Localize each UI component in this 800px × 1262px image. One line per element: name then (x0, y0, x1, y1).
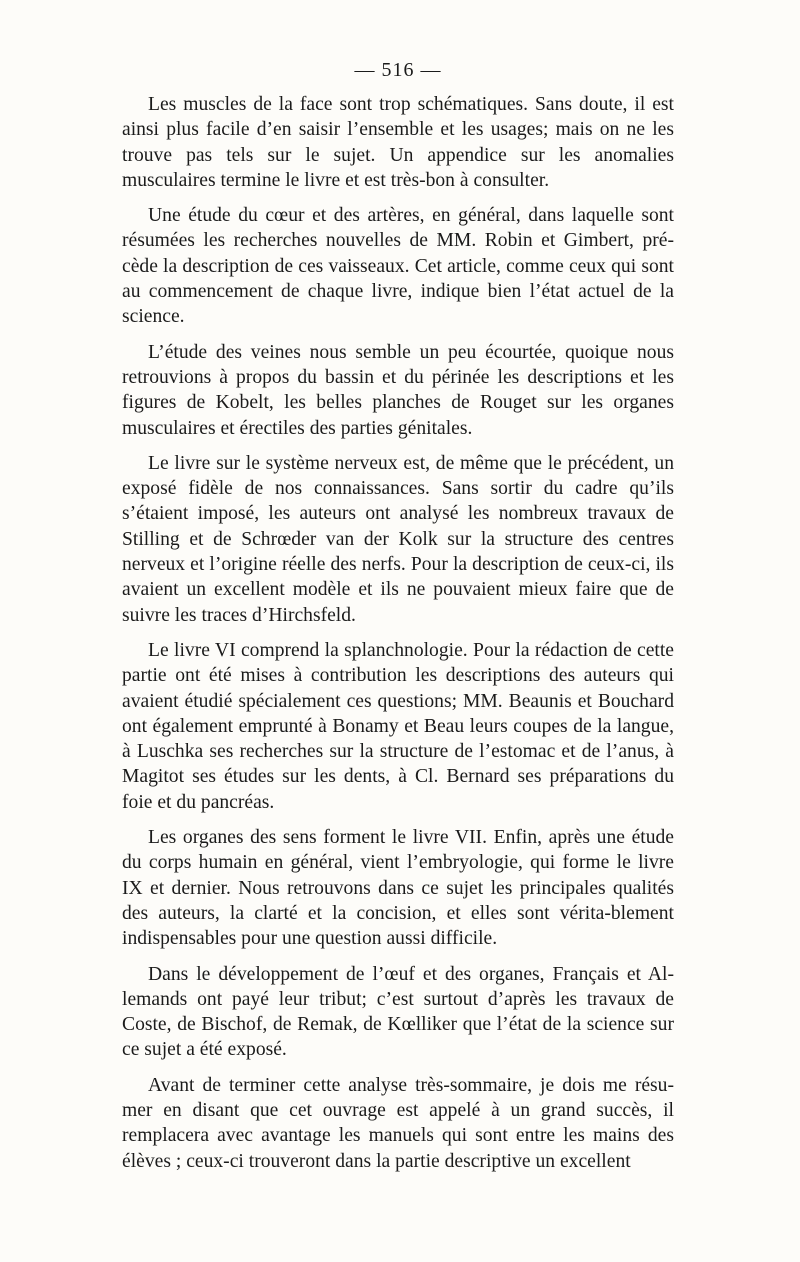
paragraph-heart-arteries: Une étude du cœur et des artères, en général, dans laquelle sont résumées les recherches nouvelles de MM. Robin et Gimbert, pré-cède la description de ces vaisseaux. Cet article, comme ceux qui sont au commencement de chaque livre, indique bien l’état actuel de la science. (122, 205, 674, 328)
paragraph-egg-development: Dans le développement de l’œuf et des organes, Français et Al-lemands ont payé leur tribut; c’est surtout d’après les travaux de Coste, de Bischof, de Remak, de Kœlliker que l’état de la science sur ce sujet a été exposé. (122, 963, 674, 1061)
paragraph-veins: L’étude des veines nous semble un peu écourtée, quoique nous retrouvions à propos du bassin et du périnée les descriptions et les figures de Kobelt, les belles planches de Rouget sur les organes musculaires et érectiles des parties génitales. (122, 341, 674, 439)
paragraph-conclusion: Avant de terminer cette analyse très-sommaire, je dois me résu-mer en disant que cet ouvrage est appelé à un grand succès, il remplacera avec avantage les manuels qui sont entre les mains des élèves ; ceux-ci trouveront dans la partie descriptive un excellent (122, 1074, 674, 1172)
paragraph-face-muscles: Les muscles de la face sont trop schématiques. Sans doute, il est ainsi plus facile d’en saisir l’ensemble et les usages; mais on ne les trouve pas tels sur le sujet. Un appendice sur les anomalies musculaires termine le livre et est très-bon à consulter. (122, 94, 674, 191)
paragraph-nervous-system: Le livre sur le système nerveux est, de même que le précédent, un exposé fidèle de nos connaissances. Sans sortir du cadre qu’ils s’étaient imposé, les auteurs ont analysé les nombreux travaux de Stilling et de Schrœder van der Kolk sur la structure des centres nerveux et l’origine réelle des nerfs. Pour la description de ceux-ci, ils avaient un excellent modèle et ils ne pouvaient mieux faire que de suivre les traces d’Hirchsfeld. (122, 452, 674, 626)
paragraph-splanchnology: Le livre VI comprend la splanchnologie. Pour la rédaction de cette partie ont été mises à contribution les descriptions des auteurs qui avaient étudié spécialement ces questions; MM. Beaunis et Bouchard ont également emprunté à Bonamy et Beau leurs coupes de la langue, à Luschka ses recherches sur la structure de l’estomac et de l’anus, à Magitot ses études sur les dents, à Cl. Bernard ses préparations du foie et du pancréas. (122, 639, 674, 813)
paragraph-senses-embryology: Les organes des sens forment le livre VII. Enfin, après une étude du corps humain en général, vient l’embryologie, qui forme le livre IX et dernier. Nous retrouvons dans ce sujet les principales qualités des auteurs, la clarté et la concision, et elles sont vérita-blement indispensables pour une question aussi difficile. (122, 827, 674, 950)
book-page (122, 56, 674, 1184)
page-number: — 516 — (354, 59, 442, 81)
